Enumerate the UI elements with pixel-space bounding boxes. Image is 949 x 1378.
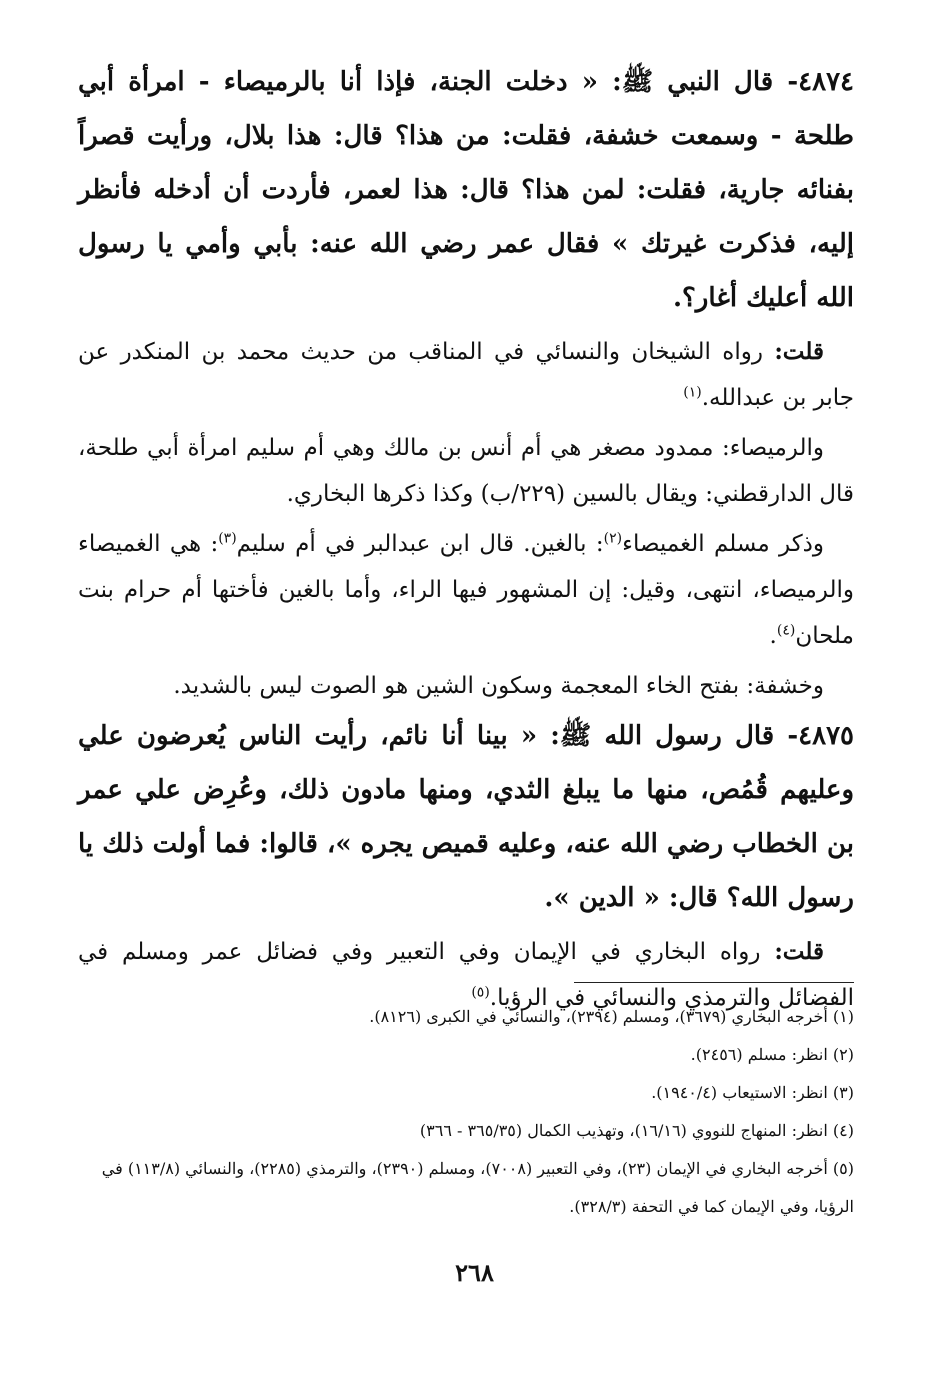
- takhrij-note-4874: [78, 329, 854, 421]
- footnotes: [78, 998, 854, 1226]
- remark-text: وخشفة: بفتح الخاء المعجمة وسكون الشين هو الصوت ليس بالشديد.: [173, 673, 824, 699]
- footnote-separator: [574, 982, 854, 983]
- footnote-1: (١) أخرجه البخاري (٣٦٧٩)، ومسلم (٢٣٩٤)، والنسائي في الكبرى (٨١٢٦).: [369, 1007, 854, 1026]
- remark-part-2: : بالغين. قال ابن عبدالبر في أم سليم: [236, 531, 604, 557]
- footnote-ref-1[interactable]: (١): [683, 384, 702, 401]
- hadith-text: قال رسول الله ﷺ: « بينا أنا نائم، رأيت الناس يُعرضون علي وعليهم قُمُص، منها ما يبلغ الثدي، ومنها مادون ذلك، وعُرِض علي عمر بن الخطاب رضي الله عنه، وعليه قميص يجره »، قالوا: فما أولت ذلك يا رسول الله؟ قال: « الدين ».: [77, 721, 854, 913]
- remark-end: .: [769, 623, 777, 649]
- page-number: ٢٦٨: [455, 1258, 494, 1287]
- hadith-number: ٤٨٧٤-: [787, 67, 854, 97]
- remark-ghumaysa: [78, 521, 854, 659]
- footnote-ref-4[interactable]: (٤): [776, 622, 796, 639]
- hadith-4874: [78, 55, 854, 325]
- hadith-number: ٤٨٧٥-: [787, 721, 854, 751]
- main-text: [78, 55, 854, 1021]
- remark-part-1: وذكر مسلم الغميصاء: [622, 531, 825, 557]
- remark-khashfa: [78, 663, 854, 709]
- note-text: رواه الشيخان والنسائي في المناقب من حديث محمد بن المنكدر عن جابر بن عبدالله.: [78, 339, 854, 411]
- note-label: قلت:: [774, 338, 824, 365]
- footnote-3: (٣) انظر: الاستيعاب (١٩٤٠/٤).: [651, 1083, 854, 1102]
- footnote-ref-2[interactable]: (٢): [603, 530, 623, 547]
- footnote-ref-3[interactable]: (٣): [218, 530, 237, 547]
- footnote-5: (٥) أخرجه البخاري في الإيمان (٢٣)، وفي التعبير (٧٠٠٨)، ومسلم (٢٣٩٠)، والترمذي (٢٢٨٥)، والنسائي (١١٣/٨) في الرؤيا، وفي الإيمان كما في التحفة (٣٢٨/٣).: [101, 1159, 854, 1216]
- remark-rumaysa: [78, 425, 854, 517]
- hadith-text: قال النبي ﷺ: « دخلت الجنة، فإذا أنا بالرميصاء - امرأة أبي طلحة - وسمعت خشفة، فقلت: من هذا؟ قال: هذا بلال، ورأيت قصراً بفنائه جارية، فقلت: لمن هذا؟ قال: هذا لعمر، فأردت أن أدخله فأنظر إليه، فذكرت غيرتك » فقال عمر رضي الله عنه: بأبي وأمي يا رسول الله أعليك أغار؟.: [78, 67, 854, 313]
- hadith-4875: [78, 709, 854, 925]
- note-label: قلت:: [774, 938, 824, 965]
- footnote-2: (٢) انظر: مسلم (٢٤٥٦).: [690, 1045, 854, 1064]
- remark-text: والرميصاء: ممدود مصغر هي أم أنس بن مالك وهي أم سليم امرأة أبي طلحة، قال الدارقطني: ويقال بالسين (٢٢٩/ب) وكذا ذكرها البخاري.: [78, 435, 854, 507]
- footnote-4: (٤) انظر: المنهاج للنووي (١٦/١٦)، وتهذيب الكمال (٣٦٥/٣٥ - ٣٦٦): [419, 1121, 854, 1140]
- remark-part-3: : هي الغميصاء والرميصاء، انتهى، وقيل: إن المشهور فيها الراء، وأما بالغين فأختها أم حرام بنت ملحان: [78, 531, 854, 649]
- footnote-ref-5[interactable]: (٥): [471, 984, 490, 1001]
- note-text: رواه البخاري في الإيمان وفي التعبير وفي فضائل عمر ومسلم في الفضائل والترمذي والنسائي في الرؤيا.: [78, 939, 854, 1011]
